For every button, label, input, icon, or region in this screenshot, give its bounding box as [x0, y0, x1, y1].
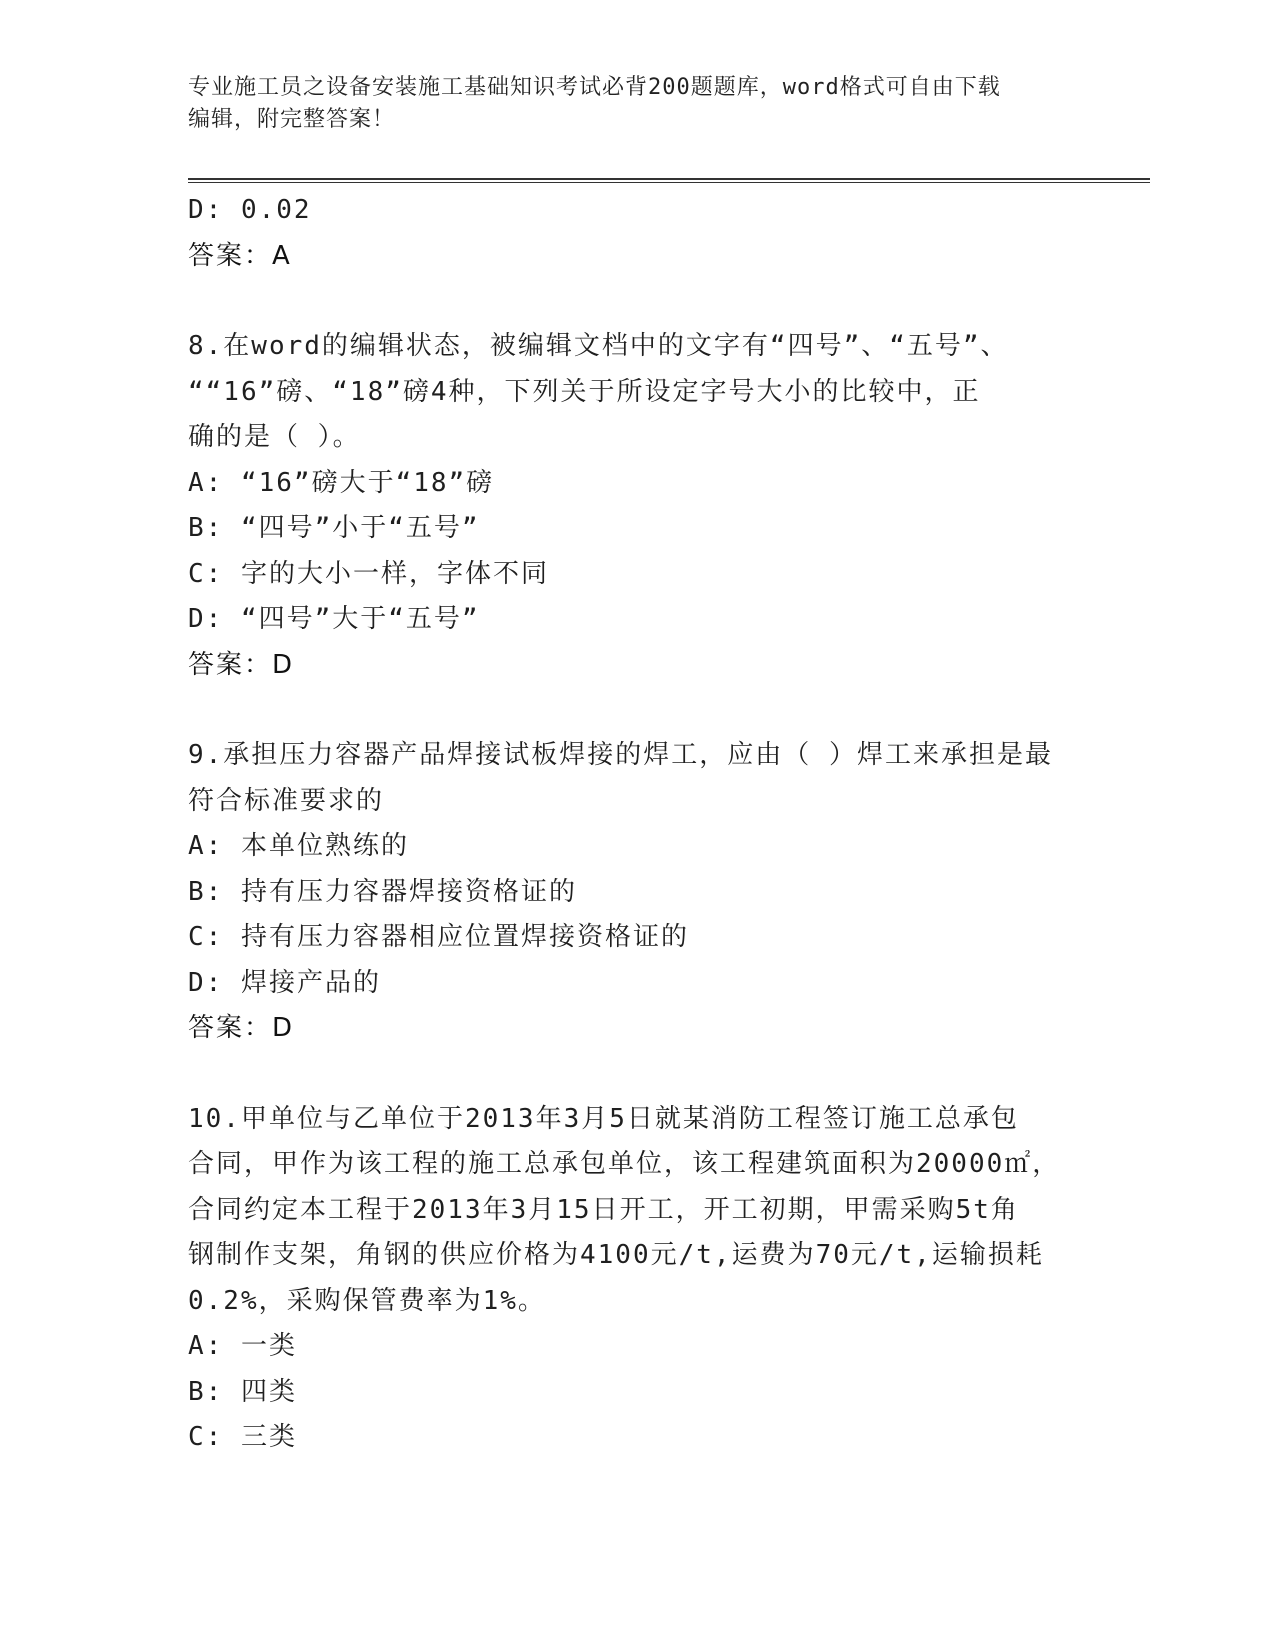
question-text-line: 符合标准要求的 [188, 785, 385, 816]
option-a: A: 一类 [188, 1331, 297, 1361]
option-b: B: 持有压力容器焊接资格证的 [188, 876, 577, 907]
answer-line: 答案：A [188, 240, 292, 271]
option-a: A: “16”磅大于“18”磅 [188, 467, 495, 498]
option-d: D: “四号”大于“五号” [188, 604, 480, 634]
question-text-line: 0.2%，采购保管费率为1%。 [188, 1285, 546, 1316]
question-text-line: 钢制作支架，角钢的供应价格为4100元/t,运费为70元/t,运输损耗 [188, 1240, 1044, 1270]
question-text-line: 8.在word的编辑状态，被编辑文档中的文字有“四号”、“五号”、 [188, 331, 1009, 361]
header-divider-thin [188, 182, 1150, 183]
option-a: A: 本单位熟练的 [188, 831, 409, 861]
answer-line: 答案：D [188, 649, 295, 680]
question-text-line: 10.甲单位与乙单位于2013年3月5日就某消防工程签订施工总承包 [188, 1103, 1019, 1134]
answer-line: 答案：D [188, 1013, 295, 1043]
option-b: B: “四号”小于“五号” [188, 513, 480, 543]
option-c: C: 字的大小一样，字体不同 [188, 558, 549, 589]
question-text-line: 合同约定本工程于2013年3月15日开工，开工初期，甲需采购5t角 [188, 1194, 1019, 1225]
header-line-1: 专业施工员之设备安装施工基础知识考试必背200题题库，word格式可自由下载 [188, 75, 1001, 100]
header-divider-thick [188, 178, 1150, 180]
question-text-line: 确的是（ ）。 [188, 422, 361, 452]
document-header [188, 72, 1078, 136]
question-text-line: 合同，甲作为该工程的施工总承包单位，该工程建筑面积为20000㎡， [188, 1149, 1061, 1179]
question-8 [188, 324, 1088, 688]
option-d: D: 0.02 [188, 195, 312, 225]
question-text-line: 9.承担压力容器产品焊接试板焊接的焊工，应由（ ）焊工来承担是最 [188, 740, 1053, 770]
question-text-line: ““16”磅、“18”磅4种，下列关于所设定字号大小的比较中，正 [188, 376, 981, 407]
option-b: B: 四类 [188, 1376, 297, 1407]
question-7-tail [188, 188, 1088, 279]
option-c: C: 三类 [188, 1422, 297, 1452]
document-body [188, 188, 1088, 1461]
option-d: D: 焊接产品的 [188, 967, 381, 998]
question-9 [188, 733, 1088, 1052]
header-line-2: 编辑，附完整答案！ [188, 107, 396, 132]
option-c: C: 持有压力容器相应位置焊接资格证的 [188, 922, 689, 952]
question-10 [188, 1097, 1088, 1461]
